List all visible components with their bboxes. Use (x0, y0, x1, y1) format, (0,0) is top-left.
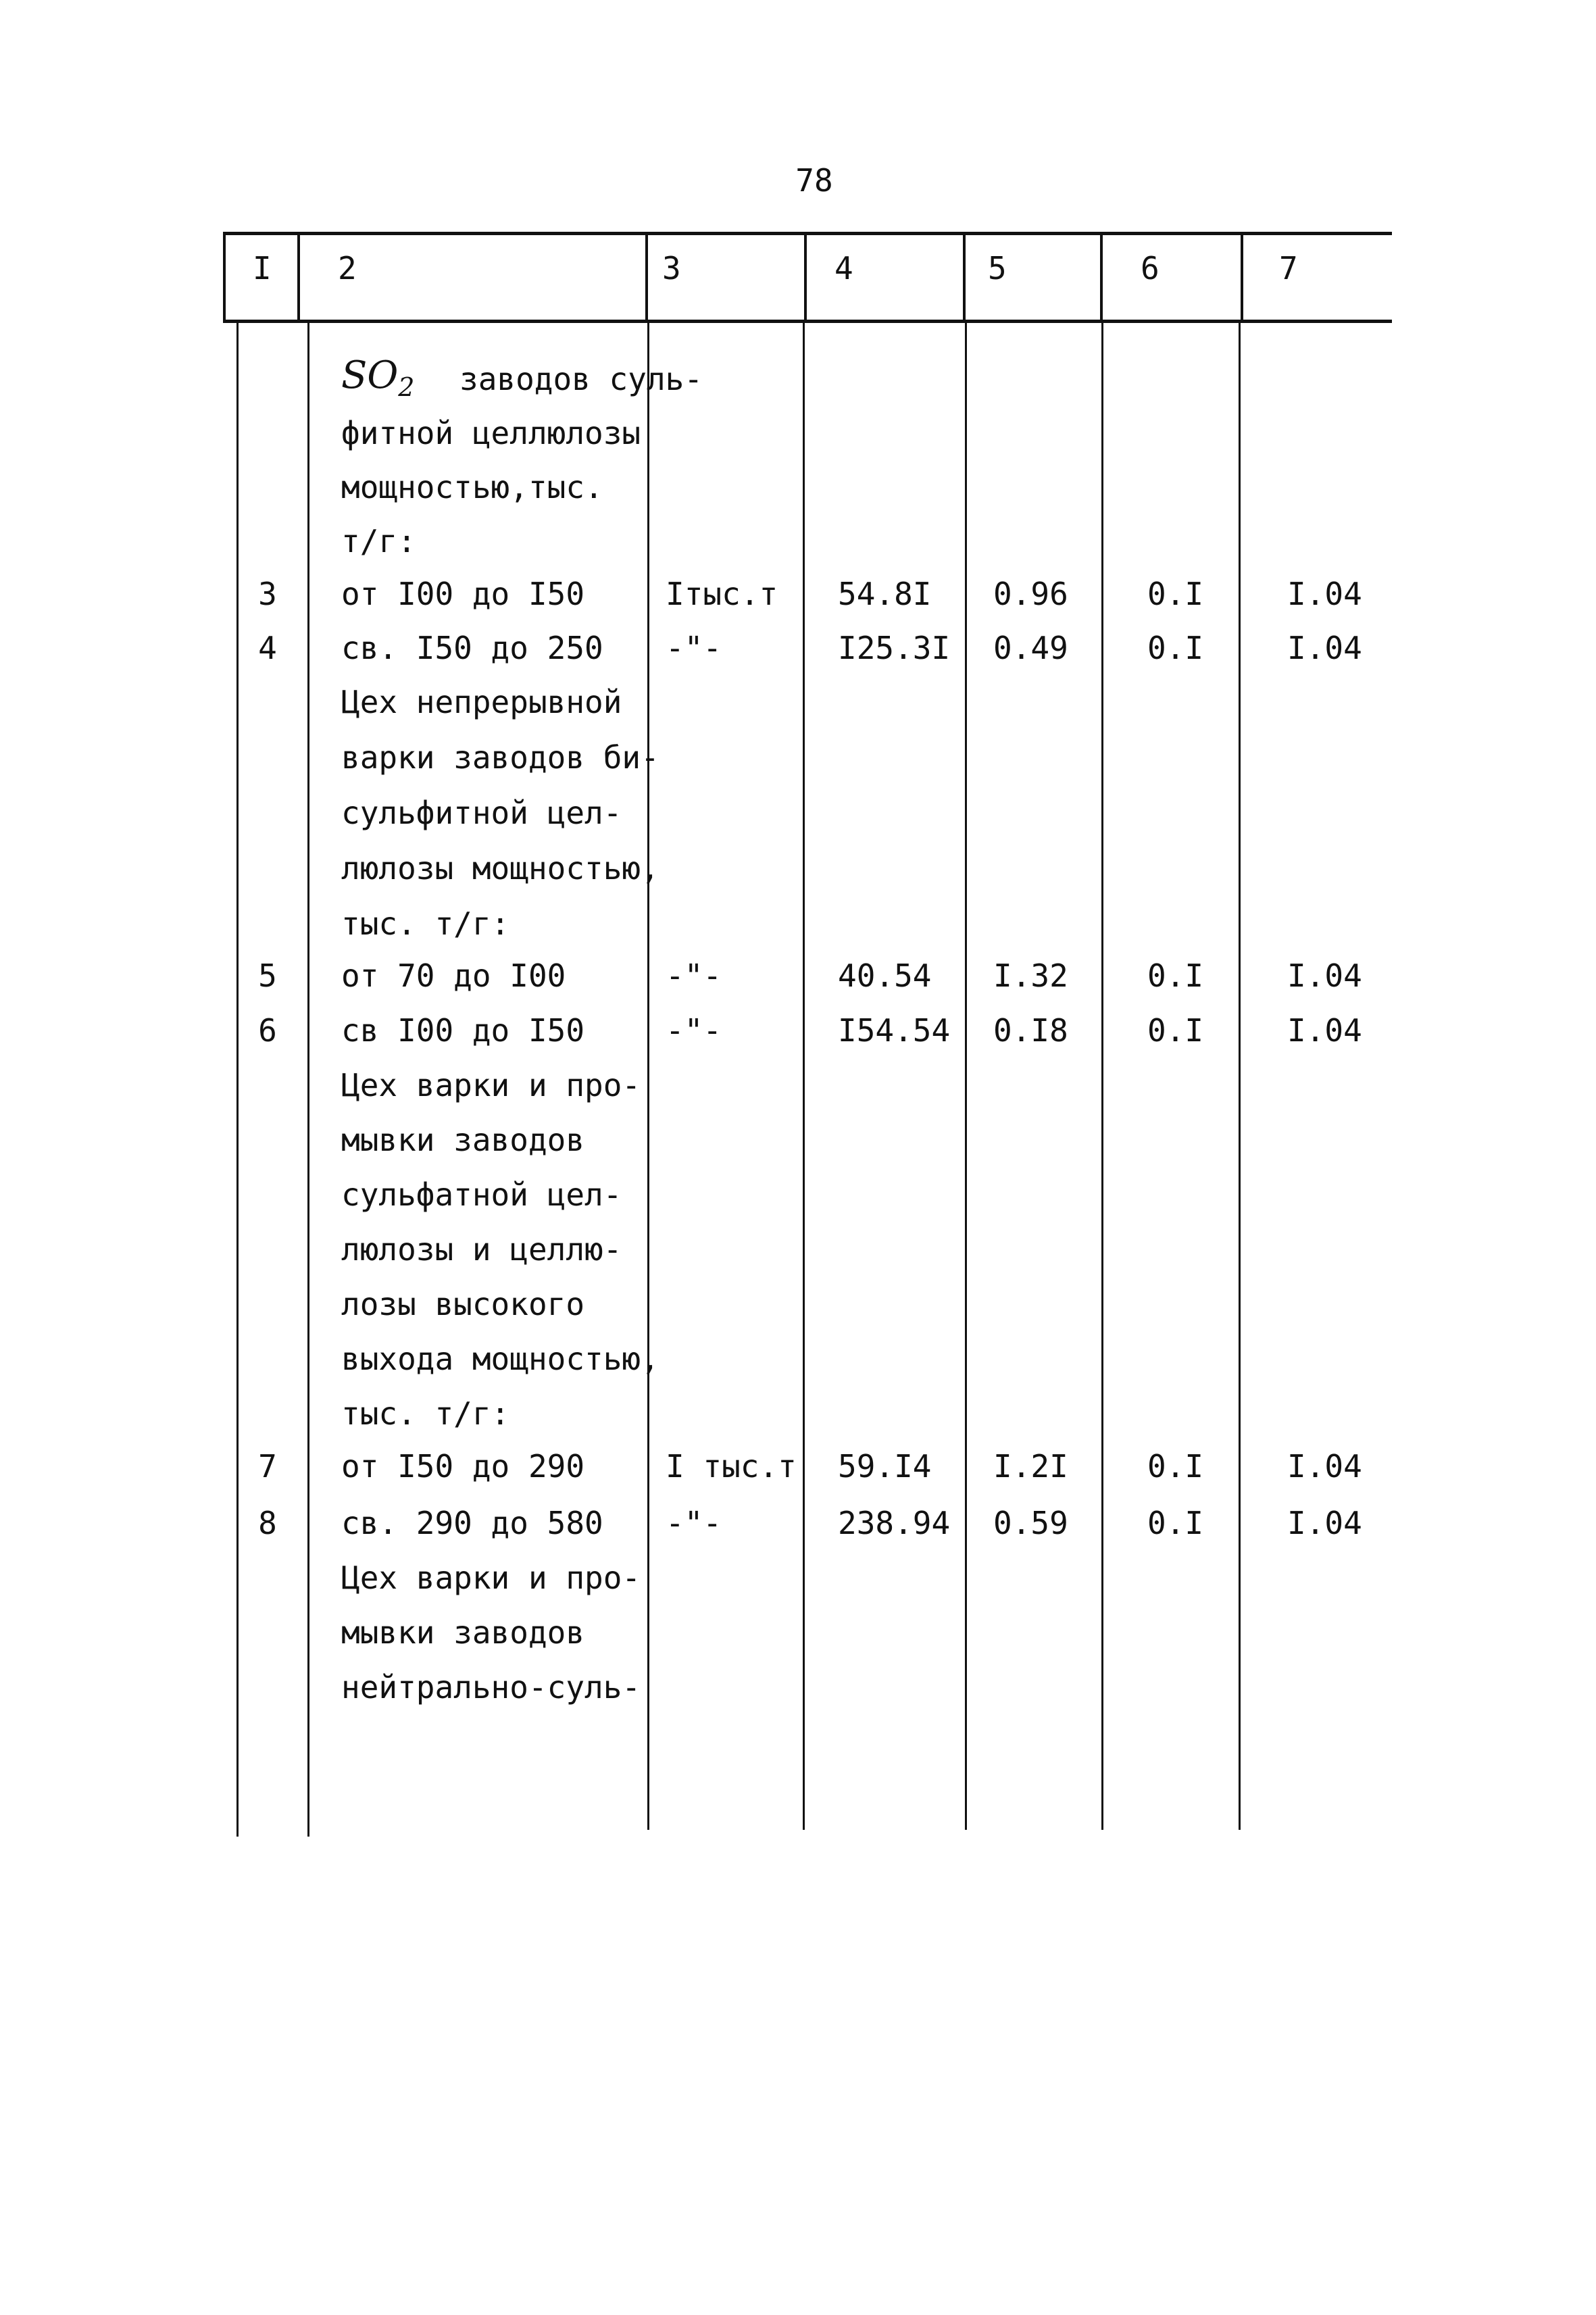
row-value-6: 0.I (1147, 1448, 1204, 1485)
row-description: св I00 до I50 (341, 1012, 585, 1049)
block2-line-0: Цех непрерывной (341, 684, 622, 720)
row-unit: Iтыс.т (666, 576, 778, 612)
header-divider-5 (1100, 232, 1103, 323)
so2-sub: 2 (398, 372, 415, 403)
row-value-4: 54.8I (838, 576, 932, 612)
row-unit: -"- (666, 1505, 722, 1541)
row-number: 3 (258, 576, 277, 612)
block3-line-3: люлозы и целлю- (341, 1231, 622, 1268)
header-col-5: 5 (988, 250, 1007, 287)
row-number: 5 (258, 957, 277, 994)
row-number: 7 (258, 1448, 277, 1485)
row-unit: I тыс.т (666, 1448, 797, 1485)
row-value-4: I54.54 (838, 1012, 951, 1049)
header-divider-3 (804, 232, 807, 323)
block3-line-4: лозы высокого (341, 1286, 585, 1322)
row-description: св. 290 до 580 (341, 1505, 603, 1541)
row-value-4: 40.54 (838, 957, 932, 994)
table-top-rule (223, 232, 1392, 235)
header-divider-2 (645, 232, 648, 323)
header-col-2: 2 (338, 250, 357, 287)
body-divider-4 (965, 323, 967, 1830)
block2-line-1: варки заводов би- (341, 739, 659, 776)
body-divider-3 (803, 323, 805, 1830)
block3-line-5: выхода мощностью, (341, 1341, 659, 1377)
row-value-7: I.04 (1287, 1012, 1362, 1049)
row-value-6: 0.I (1147, 576, 1204, 612)
block1-line-0: заводов суль- (459, 361, 703, 397)
row-number: 6 (258, 1012, 277, 1049)
body-divider-2 (647, 323, 649, 1830)
row-value-7: I.04 (1287, 1448, 1362, 1485)
row-value-7: I.04 (1287, 957, 1362, 994)
block1-line-3: т/г: (341, 523, 416, 559)
header-col-6: 6 (1141, 250, 1159, 287)
row-number: 8 (258, 1505, 277, 1541)
header-col-1: I (253, 250, 272, 287)
table-header-rule (223, 320, 1392, 323)
row-description: от I50 до 290 (341, 1448, 585, 1485)
row-value-4: 238.94 (838, 1505, 951, 1541)
block4-line-2: нейтрально-суль- (341, 1669, 641, 1706)
block1-line-1: фитной целлюлозы (341, 415, 641, 451)
row-description: от I00 до I50 (341, 576, 585, 612)
row-value-7: I.04 (1287, 576, 1362, 612)
body-divider-1 (307, 323, 309, 1837)
header-border-left (223, 232, 226, 323)
body-divider-6 (1239, 323, 1241, 1830)
so2-formula (341, 353, 415, 406)
row-value-6: 0.I (1147, 1505, 1204, 1541)
row-number: 4 (258, 630, 277, 666)
row-value-4: I25.3I (838, 630, 951, 666)
block3-line-2: сульфатной цел- (341, 1176, 622, 1213)
row-value-5: I.2I (993, 1448, 1068, 1485)
header-divider-1 (297, 232, 300, 323)
header-divider-4 (963, 232, 966, 323)
block3-line-1: мывки заводов (341, 1122, 585, 1158)
block4-line-0: Цех варки и про- (341, 1560, 641, 1596)
row-description: от 70 до I00 (341, 957, 566, 994)
block4-line-1: мывки заводов (341, 1614, 585, 1651)
row-value-5: I.32 (993, 957, 1068, 994)
block3-line-6: тыс. т/г: (341, 1395, 510, 1432)
row-value-7: I.04 (1287, 630, 1362, 666)
row-unit: -"- (666, 957, 722, 994)
row-unit: -"- (666, 1012, 722, 1049)
row-value-6: 0.I (1147, 1012, 1204, 1049)
body-border-left (236, 323, 239, 1837)
so2-main: SO (341, 353, 399, 397)
row-value-6: 0.I (1147, 630, 1204, 666)
header-divider-6 (1241, 232, 1243, 323)
row-unit: -"- (666, 630, 722, 666)
header-col-3: 3 (662, 250, 681, 287)
row-value-5: 0.59 (993, 1505, 1068, 1541)
row-value-5: 0.49 (993, 630, 1068, 666)
block2-line-2: сульфитной цел- (341, 795, 622, 831)
row-description: св. I50 до 250 (341, 630, 603, 666)
body-divider-5 (1101, 323, 1103, 1830)
block3-line-0: Цех варки и про- (341, 1067, 641, 1103)
header-col-7: 7 (1279, 250, 1298, 287)
header-col-4: 4 (834, 250, 853, 287)
row-value-5: 0.I8 (993, 1012, 1068, 1049)
block2-line-4: тыс. т/г: (341, 905, 510, 942)
row-value-5: 0.96 (993, 576, 1068, 612)
row-value-7: I.04 (1287, 1505, 1362, 1541)
block1-line-2: мощностью,тыс. (341, 469, 603, 505)
row-value-6: 0.I (1147, 957, 1204, 994)
row-value-4: 59.I4 (838, 1448, 932, 1485)
block2-line-3: люлозы мощностью, (341, 850, 659, 887)
page-number: 78 (795, 162, 833, 199)
